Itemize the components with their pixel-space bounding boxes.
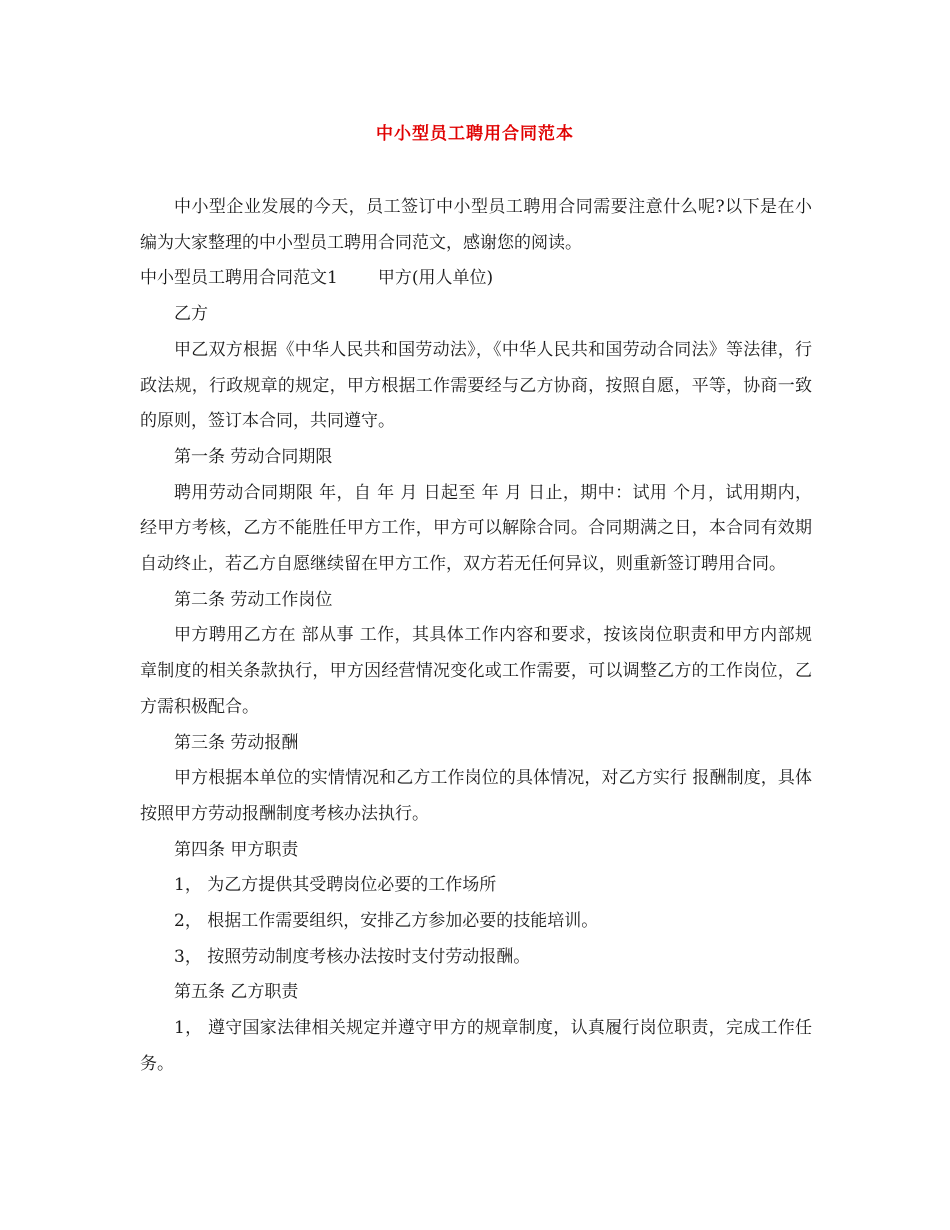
sample-heading: 中小型员工聘用合同范文1 <box>140 268 338 289</box>
article-4-item-3: 3， 按照劳动制度考核办法按时支付劳动报酬。 <box>174 946 531 967</box>
article-1-title: 第一条 劳动合同期限 <box>174 446 333 467</box>
article-5-title: 第五条 乙方职责 <box>174 982 299 1003</box>
preamble-paragraph: 甲乙双方根据《中华人民共和国劳动法》，《中华人民共和国劳动合同法》等法律，行政法规，行政规章的规定，甲方根据工作需要经与乙方协商，按照自愿，平等，协商一致的原则，签订本合同，共同遵守。 <box>140 339 812 432</box>
article-2-title: 第二条 劳动工作岗位 <box>174 589 333 610</box>
document-title: 中小型员工聘用合同范本 <box>376 124 574 144</box>
document-body <box>140 190 812 1083</box>
party-b-label: 乙方 <box>174 304 208 325</box>
article-2-text: 甲方聘用乙方在 部从事 工作，其具体工作内容和要求，按该岗位职责和甲方内部规章制度的相关条款执行，甲方因经营情况变化或工作需要，可以调整乙方的工作岗位，乙方需积极配合。 <box>140 625 812 717</box>
article-4-item-1: 1， 为乙方提供其受聘岗位必要的工作场所 <box>174 875 497 896</box>
article-5-item-1: 1， 遵守国家法律相关规定并遵守甲方的规章制度，认真履行岗位职责，完成工作任务。 <box>140 1018 812 1074</box>
party-a-label: 甲方(用人单位) <box>377 268 494 289</box>
article-4-title: 第四条 甲方职责 <box>174 839 299 860</box>
sample-heading-line <box>140 261 812 297</box>
intro-paragraph: 中小型企业发展的今天，员工签订中小型员工聘用合同需要注意什么呢?以下是在小编为大家整理的中小型员工聘用合同范文，感谢您的阅读。 <box>140 197 812 253</box>
article-3-title: 第三条 劳动报酬 <box>174 732 299 753</box>
article-4-item-2: 2， 根据工作需要组织，安排乙方参加必要的技能培训。 <box>174 911 599 932</box>
article-1-text: 聘用劳动合同期限 年，自 年 月 日起至 年 月 日止，期中：试用 个月，试用期内，经甲方考核，乙方不能胜任甲方工作，甲方可以解除合同。合同期满之日，本合同有效期自动终止，若乙方自愿继续留在甲方工作，双方若无任何异议，则重新签订聘用合同。 <box>140 482 812 575</box>
article-3-text: 甲方根据本单位的实情情况和乙方工作岗位的具体情况，对乙方实行 报酬制度，具体按照甲方劳动报酬制度考核办法执行。 <box>140 768 812 824</box>
